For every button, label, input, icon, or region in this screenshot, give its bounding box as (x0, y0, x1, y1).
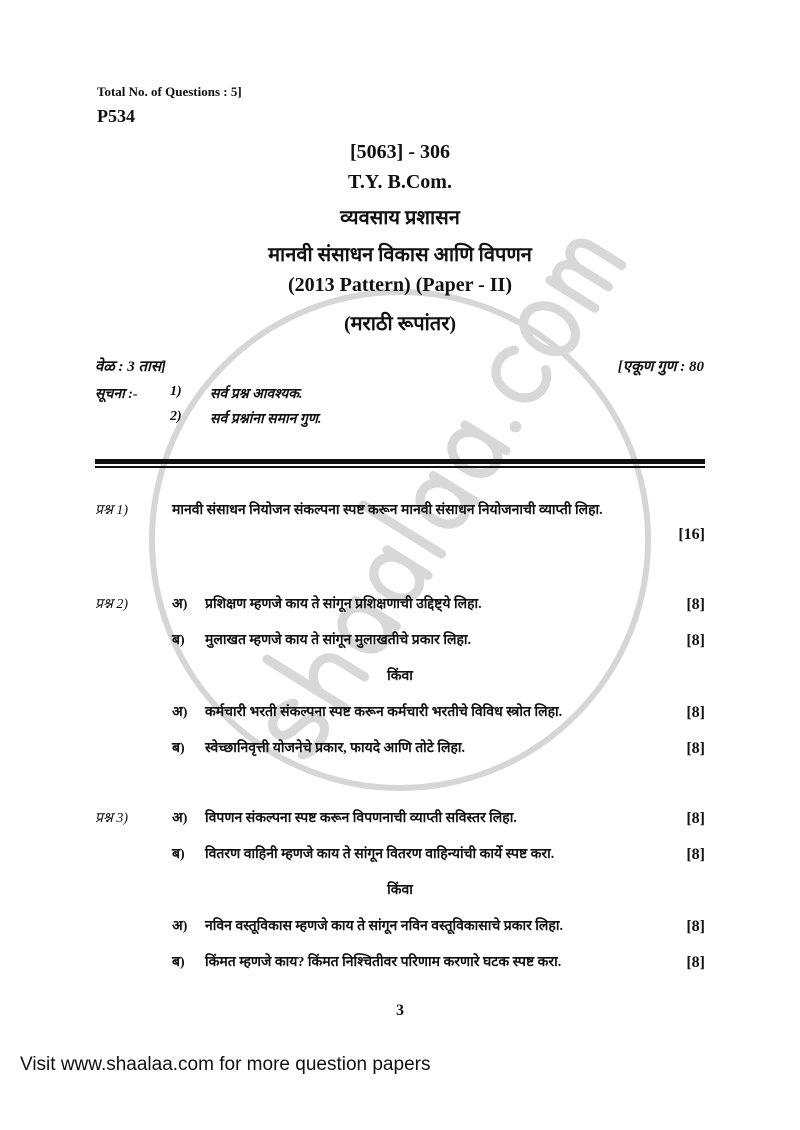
divider-thick (95, 459, 705, 464)
question-2b-alt (95, 738, 705, 760)
question-marks: [8] (686, 740, 705, 757)
time-allowed: वेळ : 3 तास] (95, 359, 167, 375)
subject: व्यवसाय प्रशासन (340, 207, 460, 229)
question-marks: [8] (686, 810, 705, 827)
question-text: नविन वस्तूविकास म्हणजे काय ते सांगून नविन वस्तूविकासाचे प्रकार लिहा. (205, 919, 563, 934)
sub-label: अ) (172, 705, 188, 720)
pattern: (2013 Pattern) (Paper - II) (287, 274, 512, 296)
question-text: वितरण वाहिनी म्हणजे काय ते सांगून वितरण वाहिन्यांची कार्ये स्पष्ट करा. (205, 847, 555, 862)
question-3a (95, 808, 705, 830)
divider-thin (95, 466, 705, 468)
question-2b (95, 630, 705, 652)
instruction-text: सर्व प्रश्न आवश्यक. (210, 387, 303, 402)
question-marks: [8] (686, 918, 705, 935)
instruction-no: 2) (170, 409, 182, 424)
total-marks: [एकूण गुण : 80 (617, 359, 704, 375)
question-text: मानवी संसाधन नियोजन संकल्पना स्पष्ट करून मानवी संसाधन नियोजनाची व्याप्ती लिहा. (172, 503, 603, 518)
or-label: किंवा (387, 669, 413, 684)
instructions-label: सूचना :- (95, 387, 138, 402)
or-label: किंवा (387, 883, 413, 898)
questions-section (20, 500, 705, 1076)
paper-code: P534 (97, 106, 135, 126)
exam-code: [5063] - 306 (350, 141, 450, 163)
question-3b-alt (95, 952, 705, 974)
question-text: किंमत म्हणजे काय? किंमत निश्चितीवर परिणाम करणारे घटक स्पष्ट करा. (205, 955, 562, 970)
sub-label: अ) (172, 597, 188, 612)
question-text: कर्मचारी भरती संकल्पना स्पष्ट करून कर्मचारी भरतीचे विविध स्त्रोत लिहा. (205, 705, 563, 720)
page-number: 3 (396, 1002, 404, 1019)
question-text: प्रशिक्षण म्हणजे काय ते सांगून प्रशिक्षणाची उद्दिष्ट्ये लिहा. (205, 597, 482, 612)
question-1 (95, 500, 705, 522)
question-marks: [8] (686, 632, 705, 649)
question-marks: [16] (678, 526, 705, 543)
question-marks: [8] (686, 846, 705, 863)
question-2a-alt (95, 702, 705, 724)
question-marks: [8] (686, 596, 705, 613)
footer-link[interactable]: Visit www.shaalaa.com for more question papers (20, 1054, 431, 1075)
paper-title: मानवी संसाधन विकास आणि विपणन (268, 244, 532, 266)
question-number: प्रश्न 2) (95, 597, 129, 612)
sub-label: ब) (172, 633, 185, 648)
sub-label: अ) (172, 811, 188, 826)
course: T.Y. B.Com. (348, 171, 452, 193)
question-2a (95, 594, 705, 616)
question-number: प्रश्न 3) (95, 811, 129, 826)
sub-label: ब) (172, 741, 185, 756)
version: (मराठी रूपांतर) (343, 313, 457, 335)
question-text: विपणन संकल्पना स्पष्ट करून विपणनाची व्याप्ती सविस्तर लिहा. (205, 811, 517, 826)
question-text: स्वेच्छानिवृत्ती योजनेचे प्रकार, फायदे आणि तोटे लिहा. (205, 741, 466, 756)
instruction-text: सर्व प्रश्नांना समान गुण. (210, 412, 322, 427)
instruction-no: 1) (170, 384, 182, 399)
sub-label: ब) (172, 847, 185, 862)
question-number: प्रश्न 1) (95, 503, 129, 518)
question-marks: [8] (686, 704, 705, 721)
question-marks: [8] (686, 954, 705, 971)
question-3b (95, 844, 705, 866)
total-questions: Total No. of Questions : 5] (97, 84, 242, 99)
question-text: मुलाखत म्हणजे काय ते सांगून मुलाखतीचे प्रकार लिहा. (205, 633, 471, 648)
sub-label: अ) (172, 919, 188, 934)
sub-label: ब) (172, 955, 185, 970)
question-3a-alt (95, 916, 705, 938)
